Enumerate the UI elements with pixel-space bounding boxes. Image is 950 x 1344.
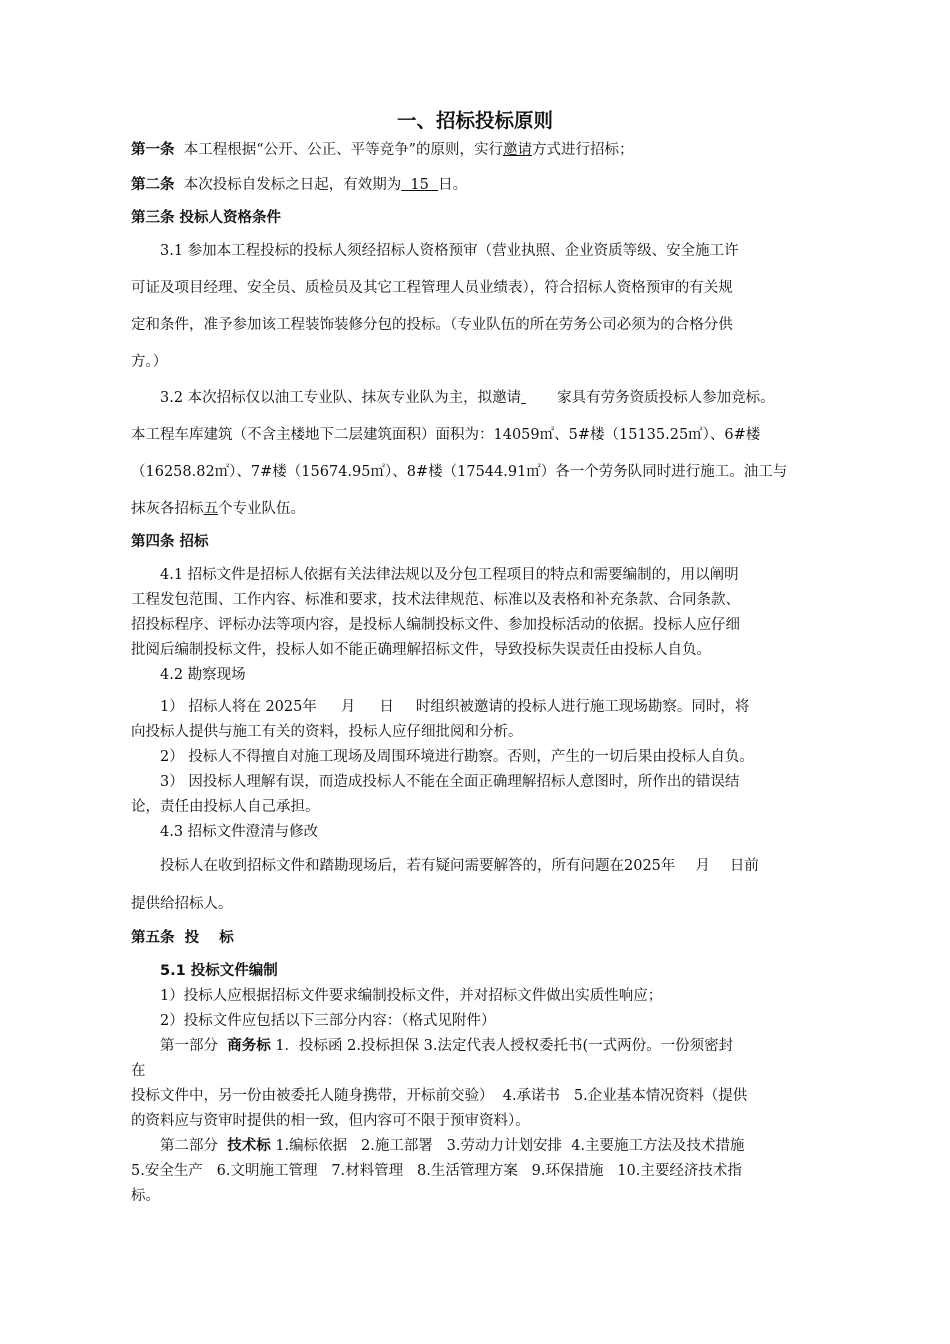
invite-count-blank <box>521 388 557 408</box>
article-1-text: 本工程根据“公开、公正、平等竞争”的原则，实行 <box>183 142 504 158</box>
clause-5-1-line: 2）投标文件应包括以下三部分内容：（格式见附件） <box>160 1013 496 1029</box>
clause-5-1-line: 1）投标人应根据招标文件要求编制投标文件，并对招标文件做出实质性响应； <box>160 988 663 1004</box>
clause-4-2-item-3: 3） 因投标人理解有误，而造成投标人不能在全面正确理解招标人意图时，所作出的错误结 <box>160 774 740 790</box>
part-1-line: 的资料应与资审时提供的相一致，但内容可不限于预审资料）。 <box>131 1113 530 1129</box>
clause-3-1-line: 方。） <box>131 354 168 370</box>
part-1-line: 投标文件中，另一份由被委托人随身携带，开标前交验） 4.承诺书 5.企业基本情况资料（提供 <box>131 1088 748 1104</box>
part-1-label: 第一部分 <box>160 1038 218 1054</box>
clause-3-2-text: 3.2 本次招标仅以油工专业队、抹灰专业队为主，拟邀请 <box>160 390 522 406</box>
clause-4-2-heading: 4.2 勘察现场 <box>160 667 246 683</box>
part-1-text: 1．投标函 2.投标担保 3.法定代表人授权委托书(一式两份。一份须密封 <box>275 1038 734 1054</box>
clause-4-1-line: 4.1 招标文件是招标人依据有关法律法规以及分包工程项目的特点和需要编制的，用以阐明 <box>160 567 739 583</box>
article-2-text-end: 日。 <box>438 177 468 193</box>
article-2-text: 本次投标自发标之日起，有效期为 <box>183 177 402 193</box>
clause-4-1-line: 批阅后编制投标文件，投标人如不能正确理解招标文件，导致投标失误责任由投标人自负。 <box>131 642 711 658</box>
part-1-title: 商务标 <box>227 1038 271 1054</box>
article-1-text-end: 方式进行招标； <box>532 142 634 158</box>
validity-days: 15 <box>401 177 439 193</box>
clause-4-2-item-2: 2） 投标人不得擅自对施工现场及周围环境进行勘察。否则，产生的一切后果由投标人自负。 <box>160 749 754 765</box>
clause-4-3-line <box>160 856 759 876</box>
article-1 <box>131 140 634 160</box>
clause-3-2-line: （16258.82㎡）、7#楼（15674.95㎡）、8#楼（17544.91㎡）各一个劳务队同时进行施工。油工与 <box>131 464 788 480</box>
clause-3-1-line: 3.1 参加本工程投标的投标人须经招标人资格预审（营业执照、企业资质等级、安全施工许 <box>160 243 739 259</box>
clause-4-2-item-1-cont: 向投标人提供与施工有关的资料，投标人应仔细批阅和分析。 <box>131 724 523 740</box>
part-1-line: 在 <box>131 1063 146 1079</box>
article-2 <box>131 175 467 195</box>
document-title: 一、招标投标原则 <box>396 109 553 132</box>
part-2-title: 技术标 <box>227 1138 271 1154</box>
clause-4-2-item-1 <box>160 697 749 717</box>
survey-day: 日 <box>379 699 394 715</box>
part-1-line <box>160 1036 733 1056</box>
clause-5-1-heading: 5.1 投标文件编制 <box>160 963 278 979</box>
clause-3-2-text: 抹灰各招标 <box>131 501 204 517</box>
part-2-line: 标。 <box>131 1188 160 1204</box>
clause-3-1-line: 定和条件，准予参加该工程装饰装修分包的投标。（专业队伍的所在劳务公司必须为的合格分供 <box>131 317 733 333</box>
clause-4-1-line: 工程发包范围、工作内容、标准和要求，技术法律规范、标准以及表格和补充条款、合同条款、 <box>131 592 740 608</box>
clause-3-2-line <box>131 499 305 519</box>
clause-3-2-line: 本工程车库建筑（不含主楼地下二层建筑面积）面积为：14059㎡、5#楼（15135.25㎡）、6#楼 <box>131 427 761 443</box>
part-2-label: 第二部分 <box>160 1138 218 1154</box>
clause-4-3-month: 月 <box>695 858 710 874</box>
article-3-heading: 第三条 投标人资格条件 <box>131 210 282 226</box>
article-2-label: 第二条 <box>131 177 175 193</box>
clause-4-3-text: 投标人在收到招标文件和踏勘现场后，若有疑问需要解答的，所有问题在2025年 <box>160 858 676 874</box>
clause-3-2-text-end: 家具有劳务资质投标人参加竞标。 <box>557 390 775 406</box>
part-2-text: 1.编标依据 2.施工部署 3.劳动力计划安排 4.主要施工方法及技术措施 <box>275 1138 745 1154</box>
clause-3-1-line: 可证及项目经理、安全员、质检员及其它工程管理人员业绩表），符合招标人资格预审的有关规 <box>131 280 733 296</box>
team-count: 五 <box>203 501 218 517</box>
survey-text: 时组织被邀请的投标人进行施工现场勘察。同时，将 <box>415 699 750 715</box>
article-4-heading: 第四条 招标 <box>131 534 209 550</box>
article-1-label: 第一条 <box>131 142 175 158</box>
part-2-line: 5.安全生产 6.文明施工管理 7.材料管理 8.生活管理方案 9.环保措施 10.主要经济技术指 <box>131 1163 742 1179</box>
clause-3-2-line <box>160 388 775 408</box>
article-1-underlined: 邀请 <box>503 142 533 158</box>
clause-4-3-day: 日前 <box>729 858 759 874</box>
part-2-line <box>160 1136 745 1156</box>
clause-4-3-line: 提供给招标人。 <box>131 896 233 912</box>
survey-month: 月 <box>340 699 356 715</box>
clause-4-1-line: 招投标程序、评标办法等项内容，是投标人编制投标文件、参加投标活动的依据。投标人应仔细 <box>131 617 740 633</box>
article-5-heading: 第五条 投 标 <box>131 930 234 946</box>
clause-3-2-text-end: 个专业队伍。 <box>218 501 305 517</box>
clause-4-2-item-3-cont: 论，责任由投标人自己承担。 <box>131 799 320 815</box>
clause-4-3-heading: 4.3 招标文件澄清与修改 <box>160 824 319 840</box>
survey-year: 1） 招标人将在 2025年 <box>160 699 317 715</box>
